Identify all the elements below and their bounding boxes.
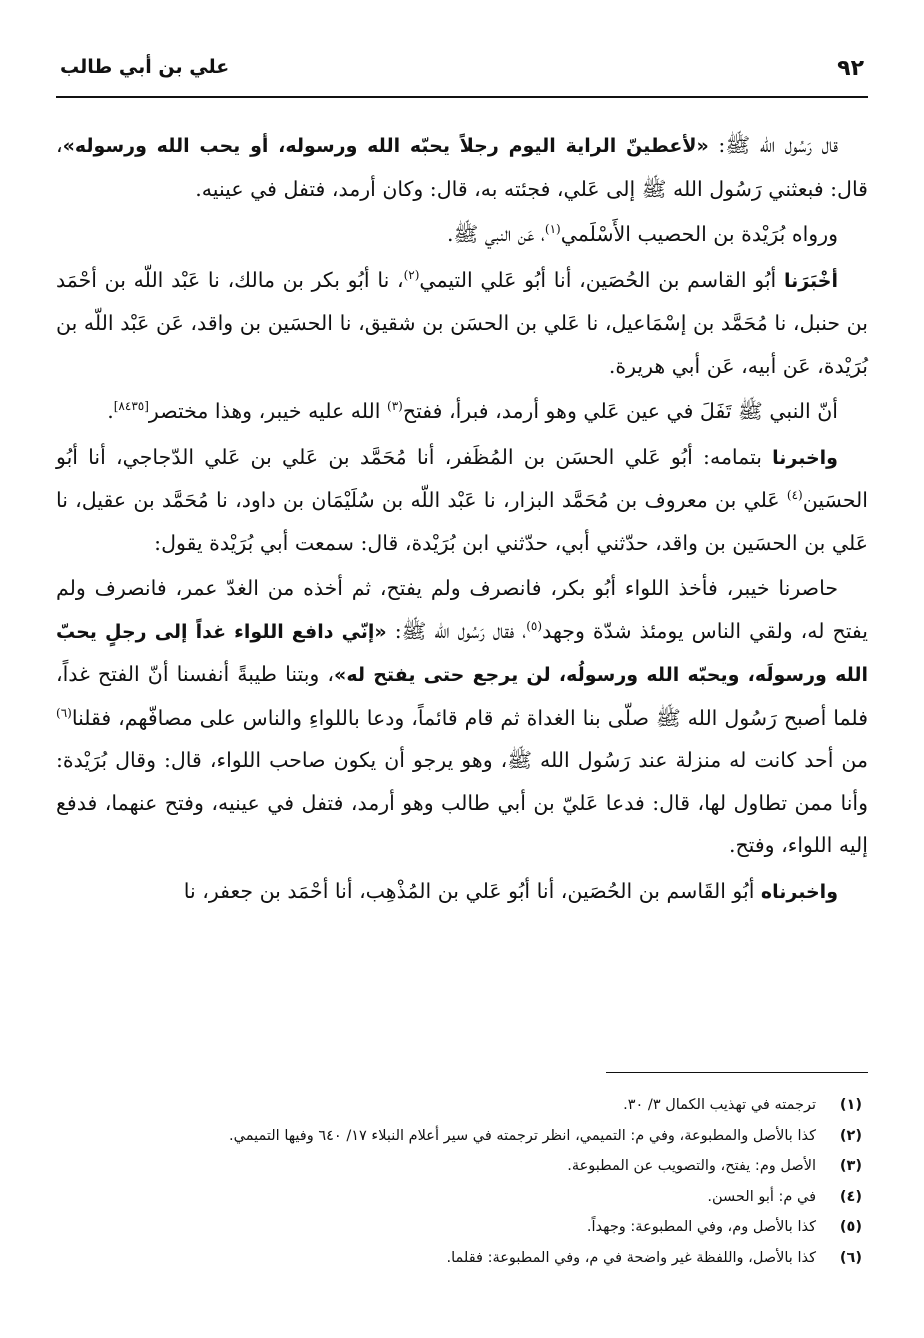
footnote-text: كذا بالأصل، واللفظة غير واضحة في م، وفي المطبوعة: فقلما. xyxy=(446,1249,816,1266)
paragraph xyxy=(56,436,868,565)
footnote-text: كذا بالأصل وم، وفي المطبوعة: وجهداً. xyxy=(586,1219,816,1235)
footnote-marker: (١) xyxy=(544,222,561,237)
footnote xyxy=(56,1151,862,1182)
footnote-text: في م: أبو الحسن. xyxy=(707,1188,816,1205)
footnote-number: (٥) xyxy=(839,1219,862,1235)
footnote-text: كذا بالأصل والمطبوعة، وفي م: التميمي، انظر ترجمته في سير أعلام النبلاء ١٧/ ٦٤٠ وفيها التميمي. xyxy=(229,1127,816,1144)
footnote-marker: (٦) xyxy=(56,705,72,720)
paragraph xyxy=(56,259,868,388)
bold-text: أخْبَرَنا xyxy=(783,269,838,292)
footnote xyxy=(56,1121,862,1152)
footnote-number: (٤) xyxy=(839,1188,862,1205)
footnote xyxy=(56,1243,862,1274)
footnote-text: ترجمته في تهذيب الكمال ٣/ ٣٠. xyxy=(623,1097,816,1113)
main-text xyxy=(56,124,868,916)
text-run: ، قال: فبعثني رَسُول الله ﷺ إلى عَلي، فجئته به، قال: وكان أرمد، فتفل في عينيه. xyxy=(56,133,868,201)
paragraph xyxy=(56,870,868,914)
text-run: عَلي بن معروف بن مُحَمَّد البزار، نا عَبْد اللّه بن سُلَيْمَان بن داود، نا مُحَمَّد بن عقيل، نا عَلي بن الحسَين بن واقد، حدّثني أبي، حدّثني ابن بُرَيْدة، قال: سمعت أبي بُرَيْدة يقول: xyxy=(56,488,868,555)
paragraph xyxy=(56,124,868,210)
page-number: ٩٢ xyxy=(837,56,864,81)
text-run: الله عليه خيبر، وهذا مختصر xyxy=(148,399,388,423)
bold-text: «لأعطينّ الراية اليوم رجلاً يحبّه الله ورسوله، أو يحب الله ورسوله» xyxy=(62,135,709,157)
bold-text: واخبرنا xyxy=(772,446,838,469)
paragraph xyxy=(56,390,868,433)
footnote-number: (٢) xyxy=(839,1127,862,1144)
bold-text: واخبرناه xyxy=(760,880,838,903)
footnote xyxy=(56,1212,862,1243)
text-run: قال رَسُول الله ﷺ: xyxy=(708,133,838,157)
footnote-divider xyxy=(606,1072,868,1073)
footnote xyxy=(56,1182,862,1213)
text-run: ، وبتنا طيبةً أنفسنا أنّ الفتح غداً، فلما أصبح رَسُول الله ﷺ صلّى بنا الغداة ثم قام قائماً، ودعا باللواءِ والناس على مصافّهم، فقلنا xyxy=(56,662,868,730)
text-run: من أحد كانت له منزلة عند رَسُول الله ﷺ، وهو يرجو أن يكون صاحب اللواء، قال: وقال بُرَيْدة: وأنا ممن تطاول لها، قال: فدعا عَليّ بن أبي طالب وهو أرمد، فتفل في عينيه، وفتح عنهما، فدفع إليه اللواء، وفتح. xyxy=(56,748,868,857)
footnote-number: (٣) xyxy=(839,1158,862,1174)
footnote-marker: (٤) xyxy=(786,488,803,503)
page-header xyxy=(56,50,868,98)
footnote-marker: (٢) xyxy=(403,267,420,282)
paragraph xyxy=(56,213,868,256)
text-run: حاصرنا خيبر، فأخذ اللواء أبُو بكر، فانصرف ولم يفتح، ثم أخذه من الغدّ عمر، فانصرف ولم يفتح له، ولقي الناس يومئذ شدّة وجهد xyxy=(56,576,868,643)
footnotes xyxy=(56,1090,862,1273)
footnote-marker: (٣) xyxy=(387,399,403,414)
text-run: بتمامه: أبُو عَلي الحسَن بن المُظَفر، أنا مُحَمَّد بن عَلي بن عَلي الدّجاجي، أنا أبُو الحسَين xyxy=(56,444,868,512)
text-run: أبُو القاسم بن الحُصَين، أنا أبُو عَلي التيمي xyxy=(419,267,784,292)
footnote-text: الأصل وم: يفتح، والتصويب عن المطبوعة. xyxy=(567,1158,816,1174)
footnote xyxy=(56,1090,862,1121)
text-run: ورواه بُرَيْدة بن الحصيب الأَسْلَمي xyxy=(560,222,838,246)
paragraph xyxy=(56,567,868,867)
footnote-number: (١) xyxy=(839,1097,862,1113)
text-run: . xyxy=(107,399,114,423)
footnote-marker: [٨٤٣٥] xyxy=(113,399,149,414)
footnote-marker: (٥) xyxy=(526,618,543,633)
footnote-number: (٦) xyxy=(839,1249,862,1266)
text-run: أنّ النبي ﷺ تَفَلَ في عين عَلي وهو أرمد، فبرأ، ففتح xyxy=(402,399,838,423)
running-title: علي بن أبي طالب xyxy=(60,56,230,78)
bold-text: «إنّي دافع اللواء غداً إلى رجلٍ يحبّ الله ورسولَه، ويحبّه الله ورسولُه، لن يرجع حتى يفتح له» xyxy=(56,620,868,686)
text-run: ، فقال رَسُول الله ﷺ: xyxy=(386,618,527,643)
text-run: ، عَن النبي ﷺ. xyxy=(446,222,545,246)
text-run: أبُو القَاسم بن الحُصَين، أنا أبُو عَلي بن المُذْهِب، أنا أحْمَد بن جعفر، نا xyxy=(183,878,761,903)
text-run: ، نا أبُو بكر بن مالك، نا عَبْد اللّه بن أحْمَد بن حنبل، نا مُحَمَّد بن إسْمَاعيل، نا عَلي بن الحسَن بن شقيق، نا الحسَين بن واقد، عَن عَبْد اللّه بن بُرَيْدة، عَن أبيه، عَن أبي هريرة. xyxy=(56,267,868,378)
